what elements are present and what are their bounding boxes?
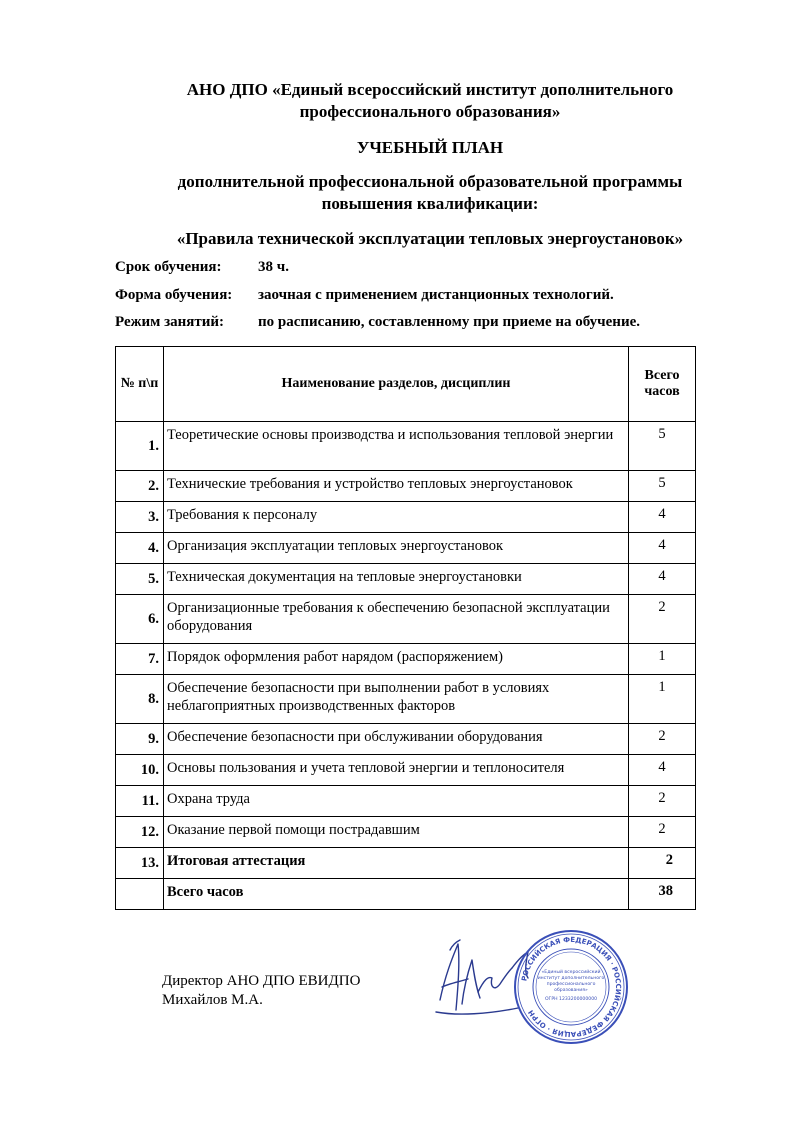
director-name: Михайлов М.А. <box>162 992 263 1008</box>
row-hours: 4 <box>629 533 696 564</box>
row-name: Требования к персоналу <box>164 502 629 533</box>
director-title: Директор АНО ДПО ЕВИДПО <box>162 973 361 989</box>
total-hours: 38 <box>629 879 696 910</box>
table-row <box>116 422 696 471</box>
svg-text:институт дополнительного: институт дополнительного <box>537 976 605 981</box>
row-num: 6. <box>116 595 164 644</box>
row-num: 7. <box>116 644 164 675</box>
row-name: Охрана труда <box>164 786 629 817</box>
row-num: 5. <box>116 564 164 595</box>
table-row <box>116 848 696 879</box>
document-subtitle: дополнительной профессиональной образовательной программы повышения квалификации: <box>177 172 683 213</box>
table-row <box>116 595 696 644</box>
row-num: 10. <box>116 755 164 786</box>
row-name: Основы пользования и учета тепловой энергии и теплоносителя <box>164 755 629 786</box>
organization-name: АНО ДПО «Единый всероссийский институт дополнительного профессионального образования» <box>186 80 674 121</box>
row-num: 3. <box>116 502 164 533</box>
row-name: Организация эксплуатации тепловых энергоустановок <box>164 533 629 564</box>
header-hours: Всего часов <box>629 347 696 422</box>
table-row <box>116 644 696 675</box>
form-row <box>115 285 614 305</box>
svg-text:образования»: образования» <box>554 988 588 993</box>
row-hours: 1 <box>629 644 696 675</box>
curriculum-table <box>115 346 696 910</box>
svg-text:профессионального: профессионального <box>546 982 596 987</box>
row-name: Организационные требования к обеспечению безопасной эксплуатации оборудования <box>164 595 629 644</box>
row-hours: 2 <box>629 786 696 817</box>
header-name: Наименование разделов, дисциплин <box>164 347 629 422</box>
row-hours: 5 <box>629 471 696 502</box>
row-name: Техническая документация на тепловые энергоустановки <box>164 564 629 595</box>
table-row <box>116 786 696 817</box>
row-name: Обеспечение безопасности при обслуживании оборудования <box>164 724 629 755</box>
total-label: Всего часов <box>164 879 629 910</box>
row-hours: 1 <box>629 675 696 724</box>
form-label: Форма обучения: <box>115 287 233 303</box>
row-hours: 2 <box>629 595 696 644</box>
header-num: № п\п <box>116 347 164 422</box>
row-hours: 2 <box>629 817 696 848</box>
row-name: Теоретические основы производства и использования тепловой энергии <box>164 422 629 471</box>
row-num: 13. <box>116 848 164 879</box>
row-hours: 4 <box>629 564 696 595</box>
total-row <box>116 879 696 910</box>
total-num-empty <box>116 879 164 910</box>
row-num: 2. <box>116 471 164 502</box>
svg-text:«Единый всероссийский: «Единый всероссийский <box>541 970 601 975</box>
form-value: заочная с применением дистанционных технологий. <box>258 287 614 303</box>
duration-label: Срок обучения: <box>115 259 222 275</box>
mode-label: Режим занятий: <box>115 314 225 330</box>
table-header-row <box>116 347 696 422</box>
duration-row <box>115 257 289 277</box>
row-hours: 2 <box>629 724 696 755</box>
mode-value: по расписанию, составленному при приеме на обучение. <box>258 314 640 330</box>
row-name: Оказание первой помощи пострадавшим <box>164 817 629 848</box>
row-hours: 4 <box>629 502 696 533</box>
svg-text:РОССИЙСКАЯ ФЕДЕРАЦИЯ · РОССИЙС: РОССИЙСКАЯ ФЕДЕРАЦИЯ · РОССИЙСКАЯ ФЕДЕРАЦИЯ · ОГРН <box>520 935 623 1039</box>
duration-value: 38 ч. <box>258 259 289 275</box>
row-name: Порядок оформления работ нарядом (распоряжением) <box>164 644 629 675</box>
table-row <box>116 533 696 564</box>
row-num: 9. <box>116 724 164 755</box>
row-hours: 5 <box>629 422 696 471</box>
mode-row <box>115 312 640 332</box>
table-row <box>116 755 696 786</box>
table-row <box>116 817 696 848</box>
row-num: 4. <box>116 533 164 564</box>
row-num: 12. <box>116 817 164 848</box>
table-row <box>116 724 696 755</box>
row-name: Итоговая аттестация <box>164 848 629 879</box>
program-name: «Правила технической эксплуатации тепловых энергоустановок» <box>176 229 684 248</box>
row-hours: 2 <box>629 848 696 879</box>
table-row <box>116 564 696 595</box>
document-title: УЧЕБНЫЙ ПЛАН <box>356 138 504 157</box>
seal-stamp <box>512 928 630 1046</box>
row-hours: 4 <box>629 755 696 786</box>
table-row <box>116 502 696 533</box>
row-num: 8. <box>116 675 164 724</box>
row-num: 1. <box>116 422 164 471</box>
row-name: Технические требования и устройство тепловых энергоустановок <box>164 471 629 502</box>
row-num: 11. <box>116 786 164 817</box>
table-row <box>116 675 696 724</box>
row-name: Обеспечение безопасности при выполнении работ в условиях неблагоприятных производственных факторов <box>164 675 629 724</box>
director-signature-block <box>162 972 360 1010</box>
svg-text:ОГРН 1233200000000: ОГРН 1233200000000 <box>544 997 598 1002</box>
table-row <box>116 471 696 502</box>
